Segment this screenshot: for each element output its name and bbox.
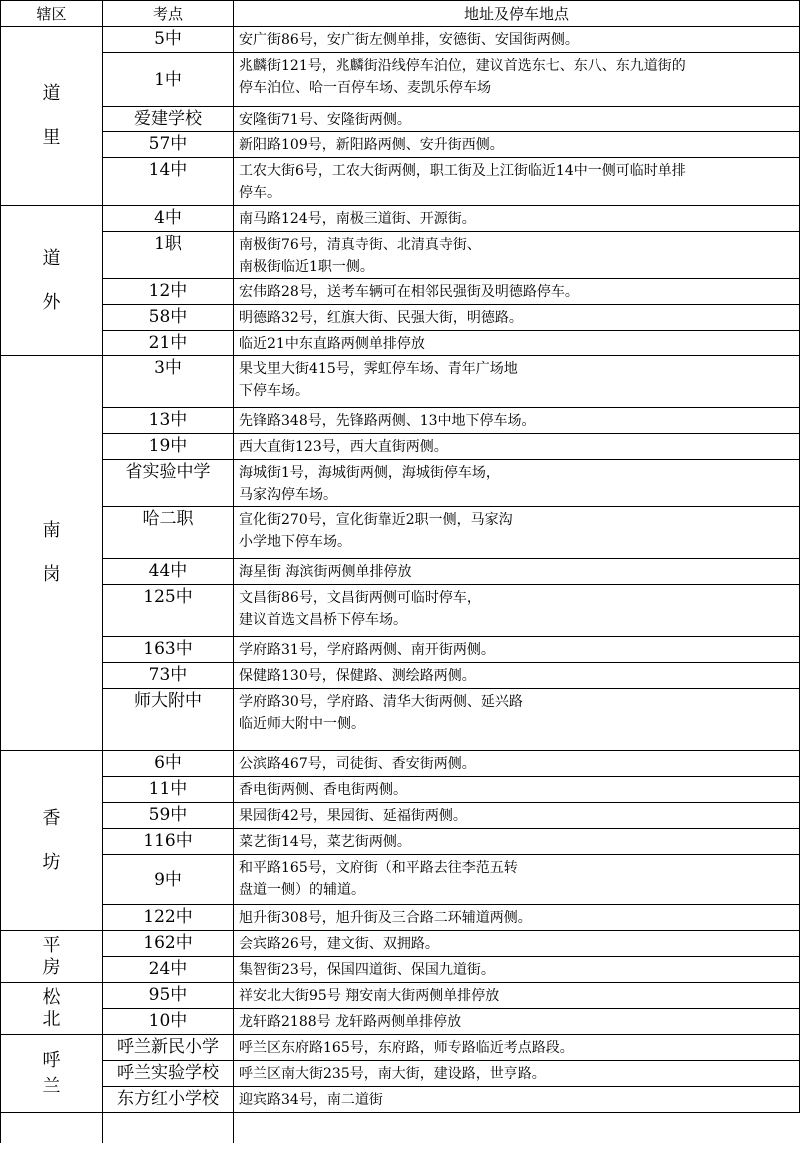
address-cell — [234, 983, 800, 1009]
table-row — [1, 279, 800, 305]
site-cell: 59中 — [103, 803, 234, 829]
address-line: 工农大街6号，工农大街两侧，职工街及上江街临近14中一侧可临时单排 — [239, 163, 686, 179]
district-char: 北 — [42, 1008, 61, 1030]
table-row — [1, 507, 800, 559]
address-cell — [234, 957, 800, 983]
address-line: 和平路165号，文府街（和平路去往李范五转 — [239, 860, 518, 876]
district-cell — [1, 206, 103, 356]
address-cell — [234, 803, 800, 829]
district-char: 呼 — [42, 1049, 61, 1071]
address-line: 呼兰区南大街235号，南大街，建设路，世亨路。 — [239, 1066, 546, 1082]
address-cell — [234, 107, 800, 132]
blank-row — [1, 1113, 800, 1143]
site-cell: 呼兰实验学校 — [103, 1061, 234, 1087]
district-char: 房 — [42, 956, 61, 978]
site-cell: 14中 — [103, 158, 234, 206]
address-line: 临近21中东直路两侧单排停放 — [239, 336, 425, 352]
address-line: 集智街23号，保国四道街、保国九道街。 — [239, 962, 495, 978]
address-cell — [234, 132, 800, 158]
address-cell — [234, 158, 800, 206]
district-cell — [1, 1035, 103, 1113]
address-line: 宣化街270号，宣化街靠近2职一侧，马家沟 — [239, 512, 513, 528]
district-char: 坊 — [42, 851, 61, 873]
address-cell — [234, 1035, 800, 1061]
address-cell — [234, 585, 800, 637]
district-char: 道 — [42, 247, 61, 269]
site-cell: 122中 — [103, 905, 234, 931]
site-cell: 95中 — [103, 983, 234, 1009]
district-char: 松 — [42, 986, 61, 1008]
site-cell: 116中 — [103, 829, 234, 855]
address-line: 建议首选文昌桥下停车场。 — [239, 612, 407, 628]
site-cell: 省实验中学 — [103, 460, 234, 507]
address-line: 盘道一侧）的辅道。 — [239, 882, 365, 898]
address-cell — [234, 829, 800, 855]
site-cell: 73中 — [103, 663, 234, 689]
site-cell: 东方红小学校 — [103, 1087, 234, 1113]
district-char: 香 — [42, 807, 61, 829]
header-site: 考点 — [103, 1, 234, 27]
site-cell: 163中 — [103, 637, 234, 663]
address-line: 学府路30号，学府路、清华大街两侧、延兴路 — [239, 694, 523, 710]
site-cell: 1中 — [103, 53, 234, 107]
site-cell: 爱建学校 — [103, 107, 234, 132]
table-row — [1, 1061, 800, 1087]
address-cell — [234, 559, 800, 585]
address-cell — [234, 305, 800, 331]
address-cell — [234, 460, 800, 507]
blank-cell — [103, 1113, 234, 1143]
address-line: 停车。 — [239, 185, 281, 201]
address-cell — [234, 356, 800, 408]
address-cell — [234, 751, 800, 777]
blank-cell — [234, 1113, 800, 1143]
address-cell — [234, 777, 800, 803]
table-row — [1, 983, 800, 1009]
table-row — [1, 305, 800, 331]
site-cell: 3中 — [103, 356, 234, 408]
site-cell: 师大附中 — [103, 689, 234, 751]
table-row — [1, 434, 800, 460]
header-district: 辖区 — [1, 1, 103, 27]
table-body — [1, 27, 800, 1143]
header-row — [1, 1, 800, 27]
address-cell — [234, 905, 800, 931]
district-char: 南 — [42, 520, 61, 541]
site-cell: 10中 — [103, 1009, 234, 1035]
address-cell — [234, 206, 800, 232]
site-cell: 1职 — [103, 232, 234, 279]
address-line: 临近师大附中一侧。 — [239, 716, 365, 732]
address-line: 龙轩路2188号 龙轩路两侧单排停放 — [239, 1014, 462, 1030]
table-row — [1, 855, 800, 905]
district-char: 岗 — [42, 564, 61, 585]
address-line: 先锋路348号，先锋路两侧、13中地下停车场。 — [239, 413, 536, 429]
address-line: 公滨路467号，司徒街、香安街两侧。 — [239, 756, 476, 772]
table-row — [1, 637, 800, 663]
district-cell — [1, 27, 103, 206]
table-row — [1, 905, 800, 931]
site-cell: 5中 — [103, 27, 234, 53]
address-line: 安隆街71号、安隆街两侧。 — [239, 112, 411, 128]
address-cell — [234, 689, 800, 751]
district-char: 平 — [42, 934, 61, 956]
district-char: 兰 — [42, 1075, 61, 1097]
district-cell — [1, 751, 103, 931]
address-cell — [234, 1061, 800, 1087]
table-row — [1, 460, 800, 507]
site-cell: 呼兰新民小学 — [103, 1035, 234, 1061]
table-row — [1, 356, 800, 408]
address-line: 学府路31号，学府路两侧、南开街两侧。 — [239, 642, 495, 658]
table-row — [1, 158, 800, 206]
address-line: 文昌街86号，文昌街两侧可临时停车， — [239, 590, 481, 606]
table-row — [1, 585, 800, 637]
table-row — [1, 689, 800, 751]
table-row — [1, 931, 800, 957]
address-cell — [234, 637, 800, 663]
site-cell: 12中 — [103, 279, 234, 305]
address-line: 旭升街308号，旭升街及三合路二环辅道两侧。 — [239, 910, 532, 926]
table-row — [1, 559, 800, 585]
table-row — [1, 206, 800, 232]
address-cell — [234, 331, 800, 356]
table-row — [1, 751, 800, 777]
site-cell: 58中 — [103, 305, 234, 331]
address-line: 停车泊位、哈一百停车场、麦凯乐停车场 — [239, 80, 491, 96]
address-cell — [234, 1087, 800, 1113]
district-cell — [1, 356, 103, 751]
address-cell — [234, 855, 800, 905]
address-line: 海城街1号，海城街两侧，海城街停车场， — [239, 465, 500, 481]
address-cell — [234, 507, 800, 559]
site-cell: 6中 — [103, 751, 234, 777]
address-line: 保健路130号，保健路、测绘路两侧。 — [239, 668, 476, 684]
table-row — [1, 408, 800, 434]
address-line: 兆麟街121号，兆麟街沿线停车泊位，建议首选东七、东八、东九道街的 — [239, 58, 686, 74]
site-cell: 19中 — [103, 434, 234, 460]
site-cell: 162中 — [103, 931, 234, 957]
table-row — [1, 777, 800, 803]
site-cell: 11中 — [103, 777, 234, 803]
address-line: 香电街两侧、香电街两侧。 — [239, 782, 407, 798]
address-cell — [234, 53, 800, 107]
header-address: 地址及停车地点 — [234, 1, 800, 27]
table-row — [1, 663, 800, 689]
site-cell: 13中 — [103, 408, 234, 434]
table-row — [1, 331, 800, 356]
site-cell: 21中 — [103, 331, 234, 356]
district-char: 道 — [42, 83, 61, 104]
site-cell: 24中 — [103, 957, 234, 983]
district-cell — [1, 983, 103, 1035]
table-row — [1, 803, 800, 829]
site-cell: 哈二职 — [103, 507, 234, 559]
address-cell — [234, 1009, 800, 1035]
table-row — [1, 27, 800, 53]
address-line: 果园街42号，果园街、延福街两侧。 — [239, 808, 467, 824]
address-line: 菜艺街14号，菜艺街两侧。 — [239, 834, 411, 850]
address-line: 西大直街123号，西大直街两侧。 — [239, 439, 448, 455]
table-row — [1, 53, 800, 107]
address-line: 小学地下停车场。 — [239, 534, 351, 550]
site-cell: 9中 — [103, 855, 234, 905]
address-cell — [234, 408, 800, 434]
table-row — [1, 957, 800, 983]
table-row — [1, 829, 800, 855]
table-row — [1, 1009, 800, 1035]
district-char: 外 — [42, 291, 61, 313]
district-cell — [1, 931, 103, 983]
address-line: 明德路32号，红旗大街、民强大街，明德路。 — [239, 310, 523, 326]
district-char: 里 — [42, 127, 61, 148]
address-line: 迎宾路34号，南二道街 — [239, 1092, 383, 1108]
address-line: 海星街 海滨街两侧单排停放 — [239, 564, 412, 580]
site-cell: 125中 — [103, 585, 234, 637]
address-cell — [234, 931, 800, 957]
table-row — [1, 232, 800, 279]
address-line: 会宾路26号，建文街、双拥路。 — [239, 936, 439, 952]
table-row — [1, 132, 800, 158]
table-row — [1, 1087, 800, 1113]
address-cell — [234, 232, 800, 279]
address-cell — [234, 434, 800, 460]
address-cell — [234, 279, 800, 305]
site-cell: 44中 — [103, 559, 234, 585]
address-cell — [234, 27, 800, 53]
address-line: 马家沟停车场。 — [239, 487, 337, 503]
address-line: 南极街76号，清真寺街、北清真寺街、 — [239, 237, 481, 253]
address-cell — [234, 663, 800, 689]
site-cell: 57中 — [103, 132, 234, 158]
address-line: 祥安北大街95号 翔安南大街两侧单排停放 — [239, 988, 500, 1004]
address-line: 呼兰区东府路165号，东府路，师专路临近考点路段。 — [239, 1040, 574, 1056]
address-line: 南极街临近1职一侧。 — [239, 259, 374, 275]
address-line: 南马路124号，南极三道街、开源街。 — [239, 211, 476, 227]
address-line: 安广街86号，安广街左侧单排，安德街、安国街两侧。 — [239, 32, 579, 48]
table-row — [1, 107, 800, 132]
address-line: 下停车场。 — [239, 383, 309, 399]
site-cell: 4中 — [103, 206, 234, 232]
address-line: 新阳路109号，新阳路两侧、安升街西侧。 — [239, 137, 504, 153]
address-line: 宏伟路28号，送考车辆可在相邻民强街及明德路停车。 — [239, 284, 579, 300]
blank-cell — [1, 1113, 103, 1143]
table-row — [1, 1035, 800, 1061]
address-line: 果戈里大街415号，霁虹停车场、青年广场地 — [239, 361, 518, 377]
